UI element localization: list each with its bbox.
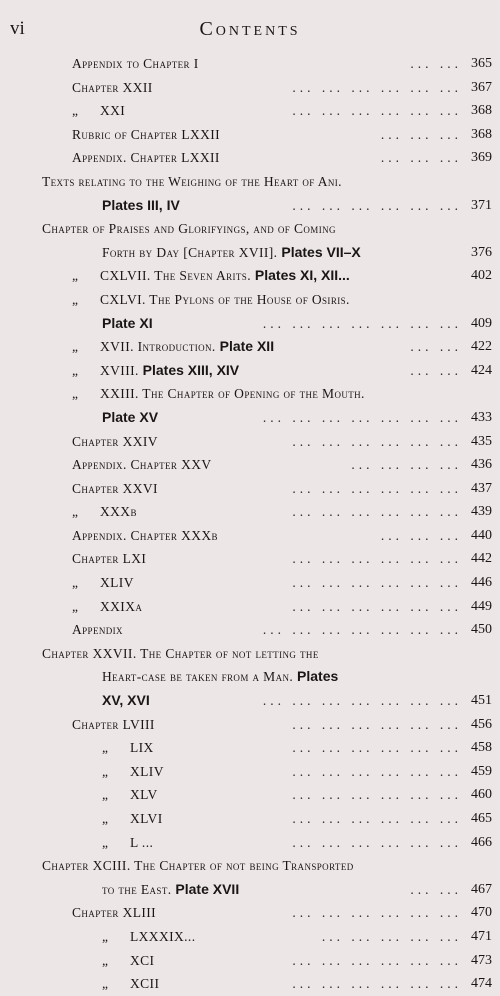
leader-dots: ... ... ... xyxy=(380,126,462,142)
toc-entry-title xyxy=(102,949,154,973)
plate-reference: Plates xyxy=(293,668,339,685)
page-number: 474 xyxy=(471,976,492,992)
toc-entry xyxy=(0,949,500,973)
leader-dots: ... ... xyxy=(410,362,462,378)
leader-dots: ... ... ... ... ... ... ... xyxy=(262,409,462,425)
toc-entry xyxy=(0,831,500,855)
toc-entry-text: Chapter LXI xyxy=(72,551,147,567)
toc-entry xyxy=(0,783,500,807)
toc-entry xyxy=(0,547,500,571)
page-number: 367 xyxy=(471,79,492,95)
page-number: 424 xyxy=(471,362,492,378)
page-number: 371 xyxy=(471,197,492,213)
leader-dots: ... ... ... ... ... ... xyxy=(292,787,462,803)
page-number: 450 xyxy=(471,622,492,638)
ditto-mark: „ xyxy=(102,763,109,779)
plate-reference: Plate XII xyxy=(215,338,275,355)
leader-dots: ... ... ... ... ... ... xyxy=(292,551,462,567)
toc-entry-title xyxy=(42,170,342,194)
toc-entry-text: XCI xyxy=(130,952,155,968)
toc-entry xyxy=(0,264,500,288)
page-number: 368 xyxy=(471,126,492,142)
toc-entry xyxy=(0,359,500,383)
leader-dots: ... ... ... ... ... ... xyxy=(292,716,462,732)
ditto-mark: „ xyxy=(72,362,79,378)
leader-dots: ... ... ... ... ... ... ... xyxy=(262,315,462,331)
toc-entry-text: Rubric of Chapter LXXII xyxy=(72,126,221,142)
toc-entry xyxy=(0,146,500,170)
page-folio: vi xyxy=(10,18,25,39)
plate-reference: Plate XV xyxy=(102,408,159,425)
toc-entry xyxy=(0,288,500,312)
toc-entry-text: to the East. xyxy=(102,881,172,897)
toc-entry xyxy=(0,595,500,619)
leader-dots: ... ... ... ... ... ... xyxy=(292,811,462,826)
toc-entry-title xyxy=(102,831,153,855)
toc-entry-title xyxy=(72,382,365,406)
toc-entry xyxy=(0,194,500,218)
toc-entry xyxy=(0,972,500,996)
toc-entry-title xyxy=(72,146,220,170)
toc-entry-title xyxy=(102,406,158,430)
toc-entry-text: XLV xyxy=(130,787,158,803)
page-number: 465 xyxy=(471,811,492,826)
toc-entry-title xyxy=(72,477,158,501)
ditto-mark: „ xyxy=(72,504,79,520)
leader-dots: ... ... ... ... ... ... xyxy=(292,79,462,95)
toc-entry-title xyxy=(72,901,156,925)
page-number: 470 xyxy=(471,905,492,921)
toc-entry xyxy=(0,217,500,241)
page-number: 451 xyxy=(471,693,492,709)
ditto-mark: „ xyxy=(72,268,79,284)
toc-entry-text: XXIXa xyxy=(100,598,143,614)
leader-dots: ... ... ... ... ... ... xyxy=(292,103,462,119)
leader-dots: ... ... ... ... ... ... xyxy=(292,976,462,992)
page-number: 440 xyxy=(471,527,492,543)
ditto-mark: „ xyxy=(102,740,109,756)
toc-entry xyxy=(0,689,500,713)
leader-dots: ... ... xyxy=(410,56,462,71)
toc-entry-title xyxy=(102,736,154,760)
plate-reference: Plates III, IV xyxy=(102,196,180,213)
toc-entry xyxy=(0,878,500,902)
page-number: 368 xyxy=(471,103,492,119)
toc-entry-title xyxy=(102,689,150,713)
page-number: 459 xyxy=(471,763,492,779)
ditto-mark: „ xyxy=(72,386,79,402)
page-number: 466 xyxy=(471,834,492,850)
leader-dots: ... ... ... ... ... ... xyxy=(292,197,462,213)
leader-dots: ... ... ... xyxy=(380,527,462,543)
leader-dots: ... ... ... ... ... ... xyxy=(292,504,462,520)
plate-reference: Plate XI xyxy=(102,314,153,331)
toc-entry-title xyxy=(42,217,336,241)
leader-dots: ... ... ... ... ... ... ... xyxy=(262,622,462,638)
page-number: 365 xyxy=(471,56,492,71)
page-number: 449 xyxy=(471,598,492,614)
leader-dots: ... ... ... ... ... ... ... xyxy=(262,693,462,709)
toc-entry xyxy=(0,571,500,595)
toc-entry xyxy=(0,713,500,737)
toc-entry xyxy=(0,99,500,123)
ditto-mark: „ xyxy=(102,811,109,826)
leader-dots: ... ... ... ... xyxy=(351,457,462,473)
toc-entry-title xyxy=(72,618,123,642)
toc-entry-text: XXXb xyxy=(100,504,137,520)
toc-entry xyxy=(0,430,500,454)
page-number: 456 xyxy=(471,716,492,732)
ditto-mark: „ xyxy=(102,834,109,850)
page-number: 437 xyxy=(471,480,492,496)
toc-entry xyxy=(0,524,500,548)
leader-dots: ... ... ... ... ... xyxy=(321,928,462,944)
page-number: 376 xyxy=(471,244,492,260)
toc-entry-text: Appendix. Chapter LXXII xyxy=(72,150,220,166)
toc-entry-title xyxy=(72,264,350,288)
toc-entry xyxy=(0,453,500,477)
page-number: 435 xyxy=(471,433,492,449)
plate-reference: Plates XI, XII... xyxy=(251,267,350,284)
toc-entry-title xyxy=(102,807,163,831)
ditto-mark: „ xyxy=(72,103,79,119)
toc-entry-text: Appendix. Chapter XXXb xyxy=(72,527,218,543)
toc-entry-title xyxy=(72,123,220,147)
toc-entry-title xyxy=(72,500,137,524)
toc-entry-text: Forth by Day [Chapter XVII]. xyxy=(102,244,278,260)
page-number: 467 xyxy=(471,881,492,897)
page-number: 402 xyxy=(471,268,492,284)
toc-entry-text: Chapter XCIII. The Chapter of not being Transported xyxy=(42,858,354,874)
toc-entry-title xyxy=(72,430,158,454)
toc-entry-text: XXI xyxy=(100,103,126,119)
toc-entry-title xyxy=(102,665,338,689)
page-number: 442 xyxy=(471,551,492,567)
ditto-mark: „ xyxy=(102,787,109,803)
toc-entry xyxy=(0,901,500,925)
ditto-mark: „ xyxy=(72,575,79,591)
toc-entry xyxy=(0,241,500,265)
toc-entry-text: XVIII. xyxy=(100,362,139,378)
toc-entry xyxy=(0,807,500,831)
toc-entry-title xyxy=(102,760,164,784)
toc-entry-title xyxy=(72,99,125,123)
toc-entry-title xyxy=(42,642,319,666)
toc-entry xyxy=(0,854,500,878)
toc-entry-title xyxy=(72,76,153,100)
toc-entry xyxy=(0,170,500,194)
toc-entry-title xyxy=(42,854,354,878)
toc-entry-text: Texts relating to the Weighing of the Heart of Ani. xyxy=(42,173,342,189)
toc-entry xyxy=(0,642,500,666)
page-number: 369 xyxy=(471,150,492,166)
toc-entry-title xyxy=(102,312,153,336)
leader-dots: ... ... ... ... ... ... xyxy=(292,598,462,614)
toc-entry xyxy=(0,925,500,949)
toc-entry-title xyxy=(102,783,158,807)
toc-entry-text: CXLVII. The Seven Arits. xyxy=(100,268,251,284)
page-number: 436 xyxy=(471,457,492,473)
toc-entry-title xyxy=(102,241,361,265)
ditto-mark: „ xyxy=(72,291,79,307)
toc-entry-title xyxy=(102,972,159,996)
toc-entry-title xyxy=(72,524,218,548)
toc-entry-text: XLIV xyxy=(100,575,134,591)
leader-dots: ... ... xyxy=(410,881,462,897)
page-number: 439 xyxy=(471,504,492,520)
toc-entry-text: LXXXIX... xyxy=(130,928,196,944)
toc-entry-text: Chapter of Praises and Glorifyings, and of Coming xyxy=(42,221,336,237)
page-title: Contents xyxy=(199,18,301,40)
toc-entry-text: Heart-case be taken from a Man. xyxy=(102,669,294,685)
toc-entry-text: XLVI xyxy=(130,811,163,826)
ditto-mark: „ xyxy=(102,952,109,968)
leader-dots: ... ... ... ... ... ... xyxy=(292,834,462,850)
toc-entry xyxy=(0,123,500,147)
ditto-mark: „ xyxy=(72,598,79,614)
toc-entry xyxy=(0,618,500,642)
toc-entry-title xyxy=(72,713,155,737)
toc-entry-title xyxy=(102,925,195,949)
plate-reference: Plate XVII xyxy=(171,880,240,897)
toc-entry-text: Appendix to Chapter I xyxy=(72,56,199,71)
leader-dots: ... ... ... ... ... ... xyxy=(292,905,462,921)
toc-entry-text: Chapter LVIII xyxy=(72,716,155,732)
toc-entry-title xyxy=(72,571,134,595)
toc-entry-text: Appendix. Chapter XXV xyxy=(72,457,212,473)
toc-entry-title xyxy=(72,52,199,76)
toc-entry xyxy=(0,665,500,689)
leader-dots: ... ... ... ... ... ... xyxy=(292,952,462,968)
page-number: 422 xyxy=(471,339,492,355)
toc-entry-text: Appendix xyxy=(72,622,123,638)
plate-reference: XV, XVI xyxy=(102,692,150,709)
page-header xyxy=(0,8,500,48)
leader-dots: ... ... ... ... ... ... xyxy=(292,433,462,449)
ditto-mark: „ xyxy=(72,339,79,355)
page-number: 409 xyxy=(471,315,492,331)
toc-entry-text: Chapter XLIII xyxy=(72,905,157,921)
leader-dots: ... ... ... xyxy=(380,150,462,166)
toc-entry-title xyxy=(72,453,212,477)
leader-dots: ... ... ... ... ... ... xyxy=(292,740,462,756)
toc-entry-text: XXIII. The Chapter of Opening of the Mouth. xyxy=(100,386,365,402)
toc-entry-text: Chapter XXVII. The Chapter of not letting the xyxy=(42,645,319,661)
toc-entry-title xyxy=(72,288,350,312)
toc-entry xyxy=(0,406,500,430)
leader-dots: ... ... ... ... ... ... xyxy=(292,575,462,591)
toc-entry xyxy=(0,52,500,76)
page-number: 446 xyxy=(471,575,492,591)
toc-entry-title xyxy=(102,194,180,218)
toc-entry-title xyxy=(72,359,239,383)
toc-entry-text: XCII xyxy=(130,976,160,992)
toc-entry-title xyxy=(72,595,142,619)
toc-entry xyxy=(0,76,500,100)
toc-entry xyxy=(0,760,500,784)
toc-entry xyxy=(0,736,500,760)
page-number: 473 xyxy=(471,952,492,968)
toc-entry-text: Chapter XXIV xyxy=(72,433,158,449)
toc-entry-text: CXLVI. The Pylons of the House of Osiris. xyxy=(100,291,350,307)
plate-reference: Plates VII–X xyxy=(277,243,361,260)
toc-entry xyxy=(0,335,500,359)
toc-entry xyxy=(0,500,500,524)
page-number: 471 xyxy=(471,928,492,944)
toc-entry xyxy=(0,382,500,406)
toc-entry-text: XLIV xyxy=(130,763,164,779)
toc-entry xyxy=(0,477,500,501)
toc-entry-text: Chapter XXVI xyxy=(72,480,158,496)
leader-dots: ... ... xyxy=(410,339,462,355)
toc-entry-text: Chapter XXII xyxy=(72,79,153,95)
toc-entry-text: LIX xyxy=(130,740,154,756)
page-number: 433 xyxy=(471,409,492,425)
leader-dots: ... ... ... ... ... ... xyxy=(292,763,462,779)
ditto-mark: „ xyxy=(102,976,109,992)
plate-reference: Plates XIII, XIV xyxy=(138,361,240,378)
toc-entry-title xyxy=(72,335,274,359)
page-number: 460 xyxy=(471,787,492,803)
toc-entry-title xyxy=(72,547,146,571)
toc-entry-text: L ... xyxy=(130,834,154,850)
toc-entry-title xyxy=(102,878,239,902)
page-number: 458 xyxy=(471,740,492,756)
leader-dots: ... ... ... ... ... ... xyxy=(292,480,462,496)
toc-entry xyxy=(0,312,500,336)
toc-entry-text: XVII. Introduction. xyxy=(100,339,216,355)
ditto-mark: „ xyxy=(102,928,109,944)
contents-list xyxy=(0,52,500,996)
